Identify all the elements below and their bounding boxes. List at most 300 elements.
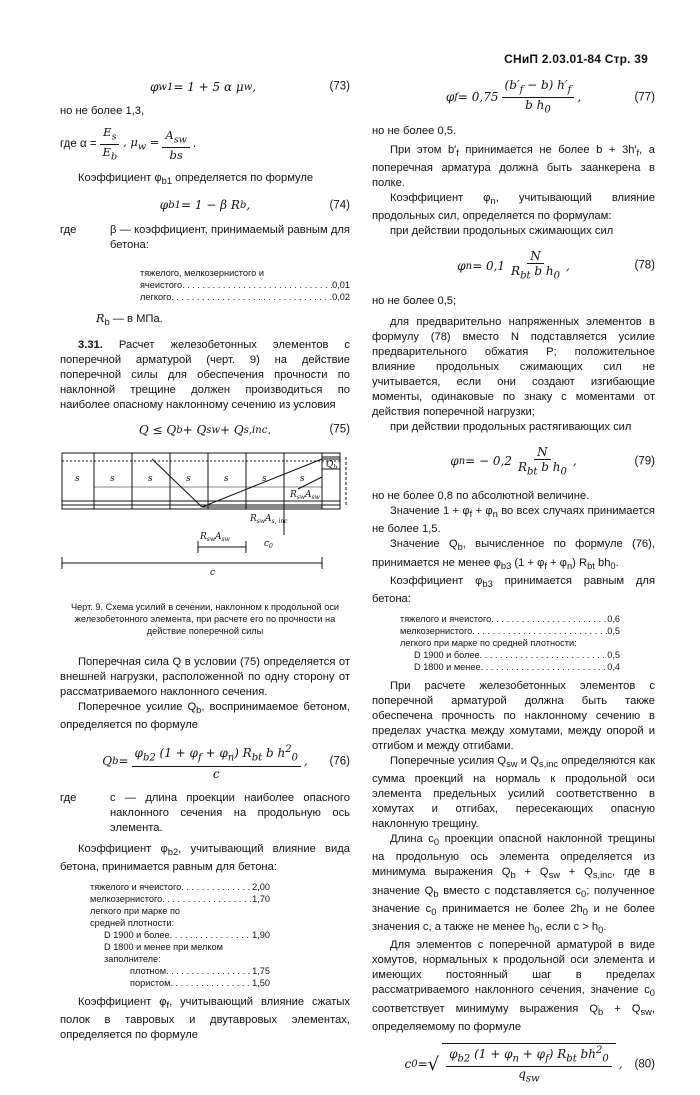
- formula-sub: b: [110, 151, 118, 163]
- list-item-value: 2,00: [252, 881, 270, 892]
- formula-dot: .: [267, 422, 272, 437]
- formula-text: = 0,1: [472, 258, 506, 273]
- fraction-numerator: [502, 78, 575, 98]
- formula-sup: 2: [285, 744, 292, 756]
- list-item-value: 1,50: [252, 977, 270, 988]
- equation-number: (75): [329, 423, 350, 436]
- where-block: [60, 791, 350, 836]
- list-item-label: тяжелого, мелкозернистого и: [140, 267, 264, 278]
- text-fragment: где α =: [60, 138, 97, 151]
- paragraph: [60, 995, 350, 1043]
- text-fragment: Для элементов с поперечной арматурой в виде хомутов, нормальных к продольной оси элемента и имеющих постоянный шаг в пределах рассматриваемого наклонного сечения, значение c: [372, 939, 655, 997]
- list-item: [140, 279, 350, 291]
- formula-sub: s,inc: [243, 424, 268, 436]
- paragraph: [372, 191, 655, 224]
- formula-text: φ: [457, 258, 466, 273]
- list-item-value: 1,70: [252, 893, 270, 904]
- paragraph: [60, 171, 350, 189]
- text-fragment: При этом b′: [390, 143, 457, 156]
- formula-sub: f: [166, 1000, 170, 1011]
- label-qb: [326, 460, 337, 471]
- formula-text: b h: [530, 264, 554, 279]
- formula-sub: sw: [206, 424, 221, 436]
- text-fragment: ; полученное значение c: [372, 884, 655, 915]
- formula-sub: sw: [548, 870, 560, 881]
- formula-sub: b: [433, 888, 439, 899]
- formula-text: (b′: [504, 78, 520, 92]
- label-sub: s, inc: [271, 518, 288, 526]
- list-item: [400, 613, 620, 625]
- fraction-denominator: [515, 1067, 542, 1086]
- paragraph: [372, 574, 655, 607]
- text-fragment: определяется по формуле: [172, 171, 314, 184]
- text-line: но не более 1,3,: [60, 105, 145, 117]
- text-fragment: + φ: [546, 556, 567, 569]
- text-line: но не более 0,5;: [372, 294, 457, 307]
- list-item: [140, 291, 350, 303]
- formula-sub: 0: [411, 1059, 418, 1071]
- text-fragment: Поперечное усилие Q: [78, 701, 197, 714]
- formula-sub: 0: [553, 270, 560, 282]
- formula-text: = − 0,2: [465, 454, 512, 469]
- formula-sub: bt: [527, 466, 538, 478]
- fraction-numerator: [132, 743, 301, 766]
- label-s: s: [224, 474, 229, 485]
- text-fragment: (1 + φ: [511, 556, 545, 569]
- formula-text: φ: [445, 90, 455, 105]
- text-fragment: и Q: [517, 754, 539, 767]
- text-fragment: и не более значения c, а также не менее h: [372, 902, 655, 934]
- where-label: где: [60, 791, 77, 804]
- text-fragment: , определяемому по формуле: [372, 1002, 656, 1033]
- text-fragment: , если c > h: [539, 921, 599, 934]
- list-item-value: 1,90: [252, 929, 270, 940]
- formula-sub: 0: [598, 925, 604, 936]
- formula-sub: bt: [251, 752, 263, 764]
- where-label: где: [60, 223, 77, 236]
- text-fragment: bh: [594, 556, 611, 569]
- leader-dots: [472, 625, 607, 637]
- paragraph: для предварительно напряженных элементов в формулу (78) вместо N подставляется усилие предварительного обжатия P; положительное влияние продольных сжимающих сил не учитывается, если они создают изгибающие моменты, одинаковые по знаку с моментами от действия поперечной нагрузки;: [372, 315, 655, 418]
- formula-sub: b: [112, 756, 119, 768]
- formula-sub: b1: [168, 200, 181, 212]
- text-fragment: + Q: [559, 866, 593, 879]
- formula-text: c: [404, 1057, 412, 1072]
- formula-text: R: [511, 264, 521, 279]
- formula-73: [60, 76, 350, 98]
- formula-text: b h: [525, 98, 545, 113]
- paragraph: [372, 754, 655, 832]
- formula-78: [372, 249, 655, 283]
- text-fragment: Длина c: [390, 833, 434, 846]
- figure-caption: Черт. 9. Схема усилий в сечении, наклонном к продольной оси железобетонного элемента, при расчете его по прочности на действие поперечной силы: [70, 602, 340, 637]
- text-fragment: принимается не более 2h: [436, 902, 583, 915]
- paragraph-3-31: [60, 338, 350, 413]
- fraction-numerator: N: [534, 445, 551, 460]
- list-item-label: мелкозернистого: [90, 893, 163, 904]
- text-fragment: , где в значение Q: [372, 866, 656, 897]
- list-item: [90, 941, 244, 965]
- text-fragment: Значение 1 + φ: [390, 505, 470, 518]
- fraction-denominator: c: [212, 766, 220, 781]
- text-fragment: .: [603, 921, 607, 934]
- list-item-value: 1,75: [252, 965, 270, 976]
- formula-sub: sw: [173, 133, 187, 145]
- fraction: [442, 1043, 616, 1087]
- text-fragment: , воспринимаемое бетоном, определяется по формуле: [60, 701, 350, 732]
- leader-dots: [481, 661, 608, 673]
- text-fragment: , учитывающий влияние продольных сил, определяется по формулам:: [372, 192, 655, 223]
- fraction: [132, 743, 301, 780]
- formula-text: ) R: [234, 746, 252, 761]
- label-rsw-asw-right: [289, 490, 321, 501]
- text-line: но не более 0,8 по абсолютной величине.: [372, 490, 590, 503]
- b3-list: [400, 613, 620, 673]
- list-item-label: D 1800 и менее: [414, 661, 481, 672]
- formula-sub: 0: [560, 466, 567, 478]
- paragraph: при действии продольных растягивающих сил: [390, 420, 632, 433]
- list-item: [90, 965, 270, 977]
- text-fragment: + Q: [603, 1002, 641, 1015]
- leader-dots: [170, 977, 252, 989]
- formula-sub: 0: [610, 560, 616, 571]
- text-fragment: + φ: [472, 505, 493, 518]
- fraction-numerator: N: [527, 249, 544, 264]
- formula-text: = 0,75: [457, 90, 499, 105]
- formula-sub: b: [457, 542, 463, 553]
- formula-75: [60, 419, 350, 441]
- formula-sub: s: [111, 131, 117, 143]
- list-item: [140, 267, 350, 279]
- fraction-numerator: [446, 1044, 612, 1067]
- fraction: [162, 128, 189, 162]
- fraction-denominator: [508, 264, 563, 283]
- formula-sub: f: [544, 560, 547, 571]
- formula-comma: ,: [565, 258, 570, 273]
- list-item-label: пористом: [130, 977, 171, 988]
- formula-sub: f: [545, 1053, 549, 1065]
- formula-text: , μ: [123, 135, 138, 150]
- list-item-label: D 1900 и более: [104, 929, 170, 940]
- label-sub: sw: [311, 494, 320, 502]
- formula-sub: b2: [142, 752, 156, 764]
- formula-sub: b: [196, 705, 202, 716]
- formula-sub: 0: [291, 752, 298, 764]
- formula-76: [60, 743, 350, 780]
- fraction: [100, 125, 121, 165]
- formula-text: =: [118, 754, 129, 769]
- leader-dots: [182, 279, 332, 291]
- formula-sup: 2: [595, 1044, 603, 1056]
- label-s: s: [262, 474, 267, 485]
- formula-text: Q: [102, 754, 113, 769]
- fraction-numerator: [162, 128, 189, 148]
- formula-text: b h: [262, 746, 286, 761]
- formula-text: φ: [450, 454, 459, 469]
- equation-number: (79): [634, 455, 655, 468]
- formula-sub: n: [512, 1053, 519, 1065]
- list-item: [400, 625, 620, 637]
- fraction-numerator: [100, 125, 119, 145]
- text-fragment: .: [615, 556, 619, 569]
- beta-list: [140, 267, 350, 303]
- formula-comma: ,: [618, 1057, 623, 1072]
- label-sub: sw: [221, 536, 230, 544]
- formula-comma: ,: [303, 754, 308, 769]
- equation-number: (73): [329, 80, 350, 93]
- leader-dots: [166, 965, 252, 977]
- figure-9-diagram: [60, 447, 350, 597]
- formula-74: [60, 195, 350, 217]
- leader-dots: [480, 649, 608, 661]
- paragraph: При расчете железобетонных элементов с поперечной арматурой должна быть также обеспечена прочность по наклонному сечению в пределах участка между хомутами, между опорой и отгибом и между отгибами.: [372, 679, 655, 752]
- formula-text: R: [517, 459, 528, 474]
- list-item-label: ячеистого: [140, 279, 183, 290]
- label-s: s: [110, 474, 115, 485]
- fraction: [515, 445, 570, 479]
- label-text: A: [265, 514, 272, 525]
- text-fragment: — в МПа.: [109, 312, 163, 325]
- list-item: [400, 649, 620, 661]
- list-item: [90, 893, 270, 905]
- formula-text: + φ: [201, 746, 228, 761]
- formula-text: Q ≤ Q: [138, 422, 177, 437]
- text-fragment: принимается равным для бетона:: [372, 574, 656, 605]
- formula-sub: b: [176, 424, 183, 436]
- equation-number: (77): [634, 91, 655, 104]
- formula-sub: b: [104, 317, 110, 328]
- list-item: [90, 881, 270, 893]
- label-sub: 0: [269, 543, 273, 551]
- list-item-value: 0,5: [607, 649, 620, 660]
- text-fragment: определяются как сумма проекций на нормаль к продольной оси элемента предельных усилий соответственно в хомутах и отгибах, пересекающих опасную наклонную трещину.: [372, 754, 655, 831]
- formula-text: bh: [576, 1046, 596, 1061]
- formula-sub: 0: [649, 988, 655, 999]
- formula-text: = 1 + 5 α μ: [173, 79, 244, 94]
- leader-dots: [491, 613, 607, 625]
- text-fragment: , учитывающий влияние вида бетона, принимается равным для бетона:: [60, 842, 350, 873]
- text-fragment: принимается не более b + 3h′: [458, 143, 637, 156]
- formula-text: − b) h′: [523, 78, 568, 92]
- list-item-label: мелкозернистого: [400, 625, 473, 636]
- list-item: [90, 929, 270, 941]
- list-item-value: 0,5: [607, 625, 620, 636]
- formula-text: R: [96, 311, 105, 325]
- paragraph: Поперечная сила Q в условии (75) определяется от внешней нагрузки, расположенной по одну сторону от рассматриваемого наклонного сечения.: [60, 656, 350, 699]
- paragraph: [372, 938, 655, 1034]
- text-fragment: Расчет железобетонных элементов с поперечной арматурой (черт. 9) на действие поперечной силы для обеспечения прочности по наклонной трещине должен производиться по наиболее опасному наклонному сечению из условия: [60, 339, 350, 412]
- label-text: c: [264, 539, 270, 550]
- formula-sub: 0: [534, 925, 540, 936]
- formula-text: ) R: [548, 1046, 567, 1061]
- text-fragment: , а поперечная арматура должна быть заанкерена в полке.: [372, 143, 655, 190]
- formula-sub: n: [566, 560, 573, 571]
- list-item-value: 0,01: [332, 279, 350, 290]
- label-rsw-asinc: [249, 514, 288, 525]
- formula-text: =: [146, 135, 160, 150]
- list-item: [90, 905, 210, 929]
- text-fragment: проекции опасной наклонной трещины на продольную ось элемента определяется из минимума выражения Q: [372, 833, 655, 879]
- formula-sub: b: [239, 200, 247, 212]
- formula-80: [372, 1043, 655, 1087]
- formula-sub: w1: [158, 81, 174, 93]
- fraction-denominator: [100, 145, 121, 164]
- label-text: R: [250, 514, 257, 525]
- equation-number: (80): [634, 1058, 655, 1071]
- text-fragment: Коэффициент φ: [78, 171, 162, 184]
- text-fragment: Коэффициент φ: [78, 842, 168, 855]
- formula-text: (1 + φ: [470, 1046, 513, 1061]
- formula-sub: b2: [167, 846, 179, 857]
- formula-text: + Q: [220, 422, 244, 437]
- text-fragment: , учитывающий влияние сжатых полок в тавровых и двутавровых элементах, определяется по формуле: [60, 995, 351, 1042]
- label-s: s: [148, 474, 153, 485]
- label-sub: sw: [206, 536, 215, 544]
- list-item-label: легкого при марке по средней плотности:: [90, 905, 181, 928]
- formula-dot: .: [192, 138, 197, 151]
- list-item-value: 0,6: [607, 613, 620, 624]
- formula-sub: b: [598, 1006, 604, 1017]
- leader-dots: [162, 893, 252, 905]
- formula-text: = 1 − β R: [180, 198, 240, 213]
- formula-text: φ: [134, 746, 143, 761]
- alpha-mu-definition: [60, 125, 350, 165]
- formula-sub: bt: [566, 1053, 577, 1065]
- formula-text: + φ: [518, 1046, 546, 1061]
- formula-sub: s,inc: [592, 870, 613, 881]
- formula-sub: n: [227, 752, 235, 764]
- paragraph: [372, 143, 655, 191]
- page-header: СНиП 2.03.01-84 Стр. 39: [504, 52, 648, 66]
- formula-text: b h: [537, 459, 561, 474]
- formula-sub: b1: [161, 175, 173, 186]
- label-text: R: [290, 490, 297, 501]
- formula-77: [372, 78, 655, 118]
- bent-bar: [152, 459, 202, 507]
- formula-text: q: [518, 1067, 526, 1082]
- where-text: β — коэффициент, принимаемый равным для бетона:: [110, 223, 350, 251]
- label-text: Q: [326, 460, 334, 471]
- formula-comma: ,: [572, 454, 577, 469]
- formula-sub: w: [243, 81, 253, 93]
- formula-sub: bt: [587, 560, 595, 571]
- fraction-denominator: [515, 460, 570, 479]
- label-rsw-asw: [199, 532, 231, 543]
- label-sub: sw: [256, 518, 265, 526]
- where-block: [60, 223, 350, 253]
- equation-number: (74): [329, 199, 350, 212]
- formula-text: [123, 135, 159, 154]
- text-fragment: Коэффициент φ: [390, 192, 491, 205]
- formula-sub: n: [465, 260, 473, 272]
- b2-list: [90, 881, 270, 989]
- leader-dots: [171, 291, 332, 303]
- formula-text: A: [165, 127, 174, 142]
- formula-sub: sw: [640, 1006, 652, 1017]
- formula-text: φ: [449, 1046, 458, 1061]
- text-fragment: Значение Q: [390, 538, 458, 551]
- text-fragment: Поперечные усилия Q: [390, 754, 507, 767]
- formula-sub: f: [636, 148, 640, 159]
- label-text: R: [200, 532, 207, 543]
- radical-sign: √: [427, 1054, 440, 1076]
- list-item-label: легкого при марке по средней плотности:: [400, 637, 577, 648]
- leader-dots: [181, 881, 252, 893]
- right-column: [372, 70, 655, 1095]
- formula-sub: b: [510, 870, 516, 881]
- paragraph: при действии продольных сжимающих сил: [390, 225, 614, 238]
- fraction-denominator: bs: [169, 147, 183, 162]
- fraction-denominator: [522, 98, 554, 117]
- formula-sub: b3: [500, 560, 512, 571]
- text-fragment: ) R: [572, 556, 588, 569]
- text-fragment: Коэффициент φ: [390, 574, 483, 587]
- paragraph: [372, 504, 655, 537]
- formula-comma: ,: [252, 79, 257, 94]
- list-item-label: тяжелого и ячеистого: [90, 881, 182, 892]
- formula-sub: sw: [525, 1073, 540, 1085]
- list-item-label: D 1800 и менее при мелком заполнителе:: [104, 941, 223, 964]
- clause-number: 3.31.: [78, 339, 103, 352]
- formula-sub: 0: [433, 837, 440, 848]
- label-s: s: [75, 474, 80, 485]
- list-item-label: D 1900 и более: [414, 649, 480, 660]
- formula-comma: ,: [577, 90, 582, 105]
- formula-sub: f: [469, 509, 473, 520]
- formula-sub: f: [519, 84, 524, 96]
- list-item-value: 0,4: [607, 661, 620, 672]
- equation-number: (78): [634, 259, 655, 272]
- formula-text: =: [417, 1057, 428, 1072]
- formula-sub: s,inc: [538, 759, 559, 770]
- text-fragment: вместо c подставляется c: [438, 884, 582, 897]
- formula-sub: 0: [431, 907, 437, 918]
- formula-sub: f: [454, 92, 458, 104]
- text-fragment: , вычисленное по формуле (76), принимается не менее φ: [372, 538, 655, 569]
- formula-text: E: [102, 145, 111, 160]
- paragraph: [372, 832, 655, 938]
- label-s: s: [186, 474, 191, 485]
- formula-text: φ: [150, 79, 159, 94]
- where-text: c — длина проекции наиболее опасного наклонного сечения на продольную ось элемента.: [110, 791, 350, 834]
- formula-sub: sw: [506, 759, 518, 770]
- label-s: s: [300, 474, 305, 485]
- list-item: [400, 637, 620, 649]
- list-item-value: 0,02: [332, 291, 350, 302]
- text-fragment: Коэффициент φ: [78, 995, 167, 1008]
- formula-79: [372, 445, 655, 479]
- text-fragment: + Q: [515, 866, 549, 879]
- list-item: [90, 977, 270, 989]
- formula-sub: b3: [482, 578, 493, 589]
- list-item-label: плотном: [130, 965, 167, 976]
- formula-comma: ,: [246, 198, 251, 213]
- formula-sub: 0: [582, 907, 588, 918]
- paragraph: [60, 700, 350, 733]
- formula-sub: bt: [520, 270, 531, 282]
- formula-text: E: [103, 125, 112, 139]
- label-sub: b: [333, 464, 338, 472]
- formula-sub: f: [197, 752, 202, 764]
- formula-sub: n: [458, 456, 466, 468]
- formula-sub: n: [492, 509, 498, 520]
- label-text: A: [215, 532, 222, 543]
- text-line: [96, 311, 350, 330]
- formula-sub: 0: [581, 888, 587, 899]
- label-c0: [264, 539, 273, 550]
- formula-sub: n: [490, 196, 496, 207]
- formula-sub: 0: [544, 104, 551, 116]
